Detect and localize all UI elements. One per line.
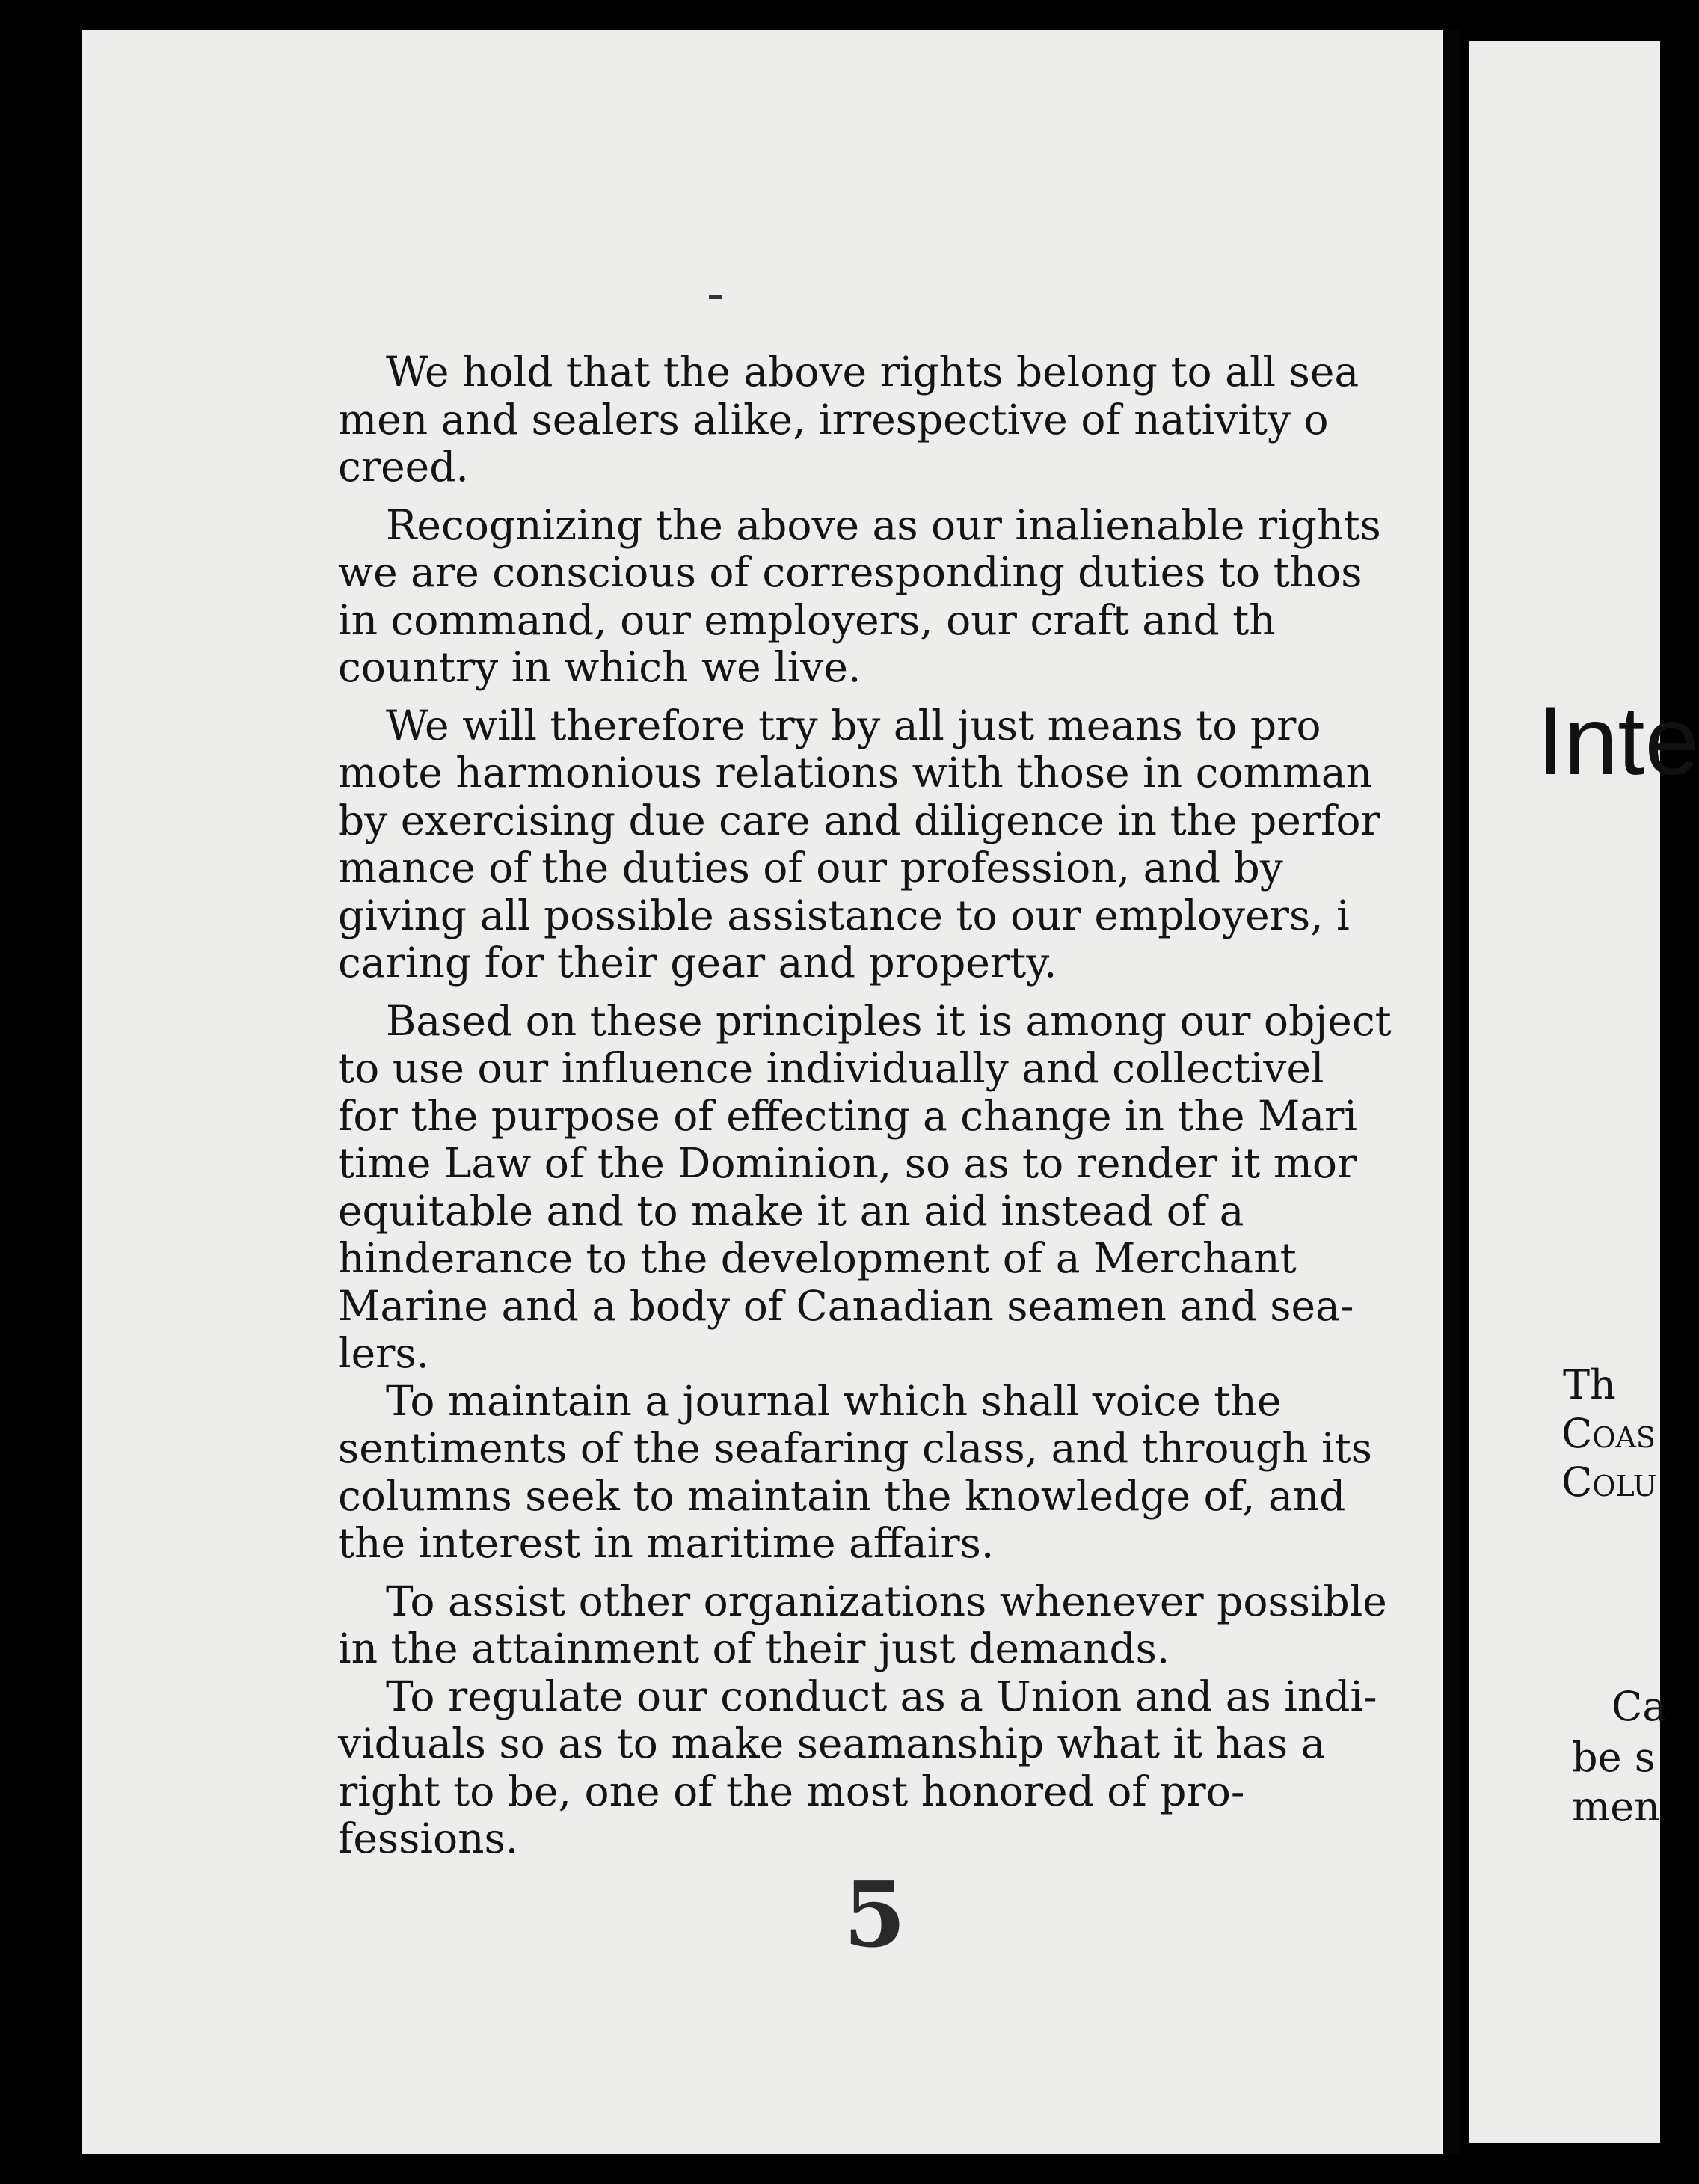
text-line: equitable and to make it an aid instead of a: [338, 1186, 1244, 1235]
text-line: we are conscious of corresponding duties to thos: [338, 548, 1362, 596]
text-line: hinderance to the development of a Merchant: [338, 1234, 1297, 1282]
text-line: in command, our employers, our craft and th: [338, 595, 1276, 644]
right-page-text-fragment: men: [1572, 1783, 1660, 1830]
text-line: Marine and a body of Canadian seamen and sea-: [338, 1281, 1354, 1330]
text-line: To maintain a journal which shall voice the: [386, 1376, 1282, 1425]
text-line: lers.: [338, 1329, 430, 1377]
text-line: the interest in maritime affairs.: [338, 1519, 995, 1567]
right-page-text-fragment: Colu: [1561, 1458, 1657, 1506]
right-page-text-fragment: be s: [1572, 1734, 1656, 1781]
right-page-title-fragment: Inte: [1537, 686, 1699, 795]
paragraph-gap: [338, 987, 1527, 998]
text-line: sentiments of the seafaring class, and through its: [338, 1424, 1372, 1472]
text-line: Based on these principles it is among our object: [386, 996, 1392, 1045]
left-page-body: [338, 349, 1527, 1863]
text-line: fessions.: [338, 1815, 519, 1862]
text-line: To assist other organizations whenever possible: [386, 1577, 1387, 1625]
right-page-text-fragment: Ca: [1612, 1683, 1667, 1730]
text-line: We will therefore try by all just means to pro: [386, 701, 1321, 749]
text-line: giving all possible assistance to our employers, i: [338, 891, 1350, 939]
paragraph-gap: [338, 692, 1527, 702]
text-line: by exercising due care and diligence in the perfor: [338, 796, 1380, 844]
text-line: for the purpose of effecting a change in the Mari: [338, 1091, 1358, 1140]
text-line: country in which we live.: [338, 643, 861, 691]
text-line: viduals so as to make seamanship what it has a: [338, 1720, 1326, 1767]
right-page-text-fragment: Coas: [1561, 1410, 1656, 1457]
text-line: men and sealers alike, irrespective of nativity o: [338, 395, 1329, 444]
text-line: To regulate our conduct as a Union and as indi-: [386, 1672, 1377, 1720]
text-line: mote harmonious relations with those in comman: [338, 749, 1373, 797]
text-line: in the attainment of their just demands.: [338, 1625, 1170, 1672]
text-line: time Law of the Dominion, so as to render it mor: [338, 1139, 1357, 1187]
paragraph-gap: [338, 491, 1527, 502]
text-line: to use our influence individually and collectivel: [338, 1044, 1324, 1092]
text-line: mance of the duties of our profession, and by: [338, 844, 1283, 892]
paragraph-gap: [338, 1568, 1527, 1578]
text-line: We hold that the above rights belong to all sea: [386, 348, 1359, 396]
text-line: columns seek to maintain the knowledge of, and: [338, 1471, 1346, 1520]
printer-dash-mark: [709, 295, 722, 299]
right-page-text-fragment: Th: [1563, 1361, 1616, 1408]
text-line: Recognizing the above as our inalienable rights: [386, 500, 1381, 549]
text-line: creed.: [338, 443, 469, 491]
text-line: caring for their gear and property.: [338, 939, 1057, 987]
page-number: 5: [844, 1862, 906, 1968]
text-line: right to be, one of the most honored of pro-: [338, 1767, 1245, 1815]
